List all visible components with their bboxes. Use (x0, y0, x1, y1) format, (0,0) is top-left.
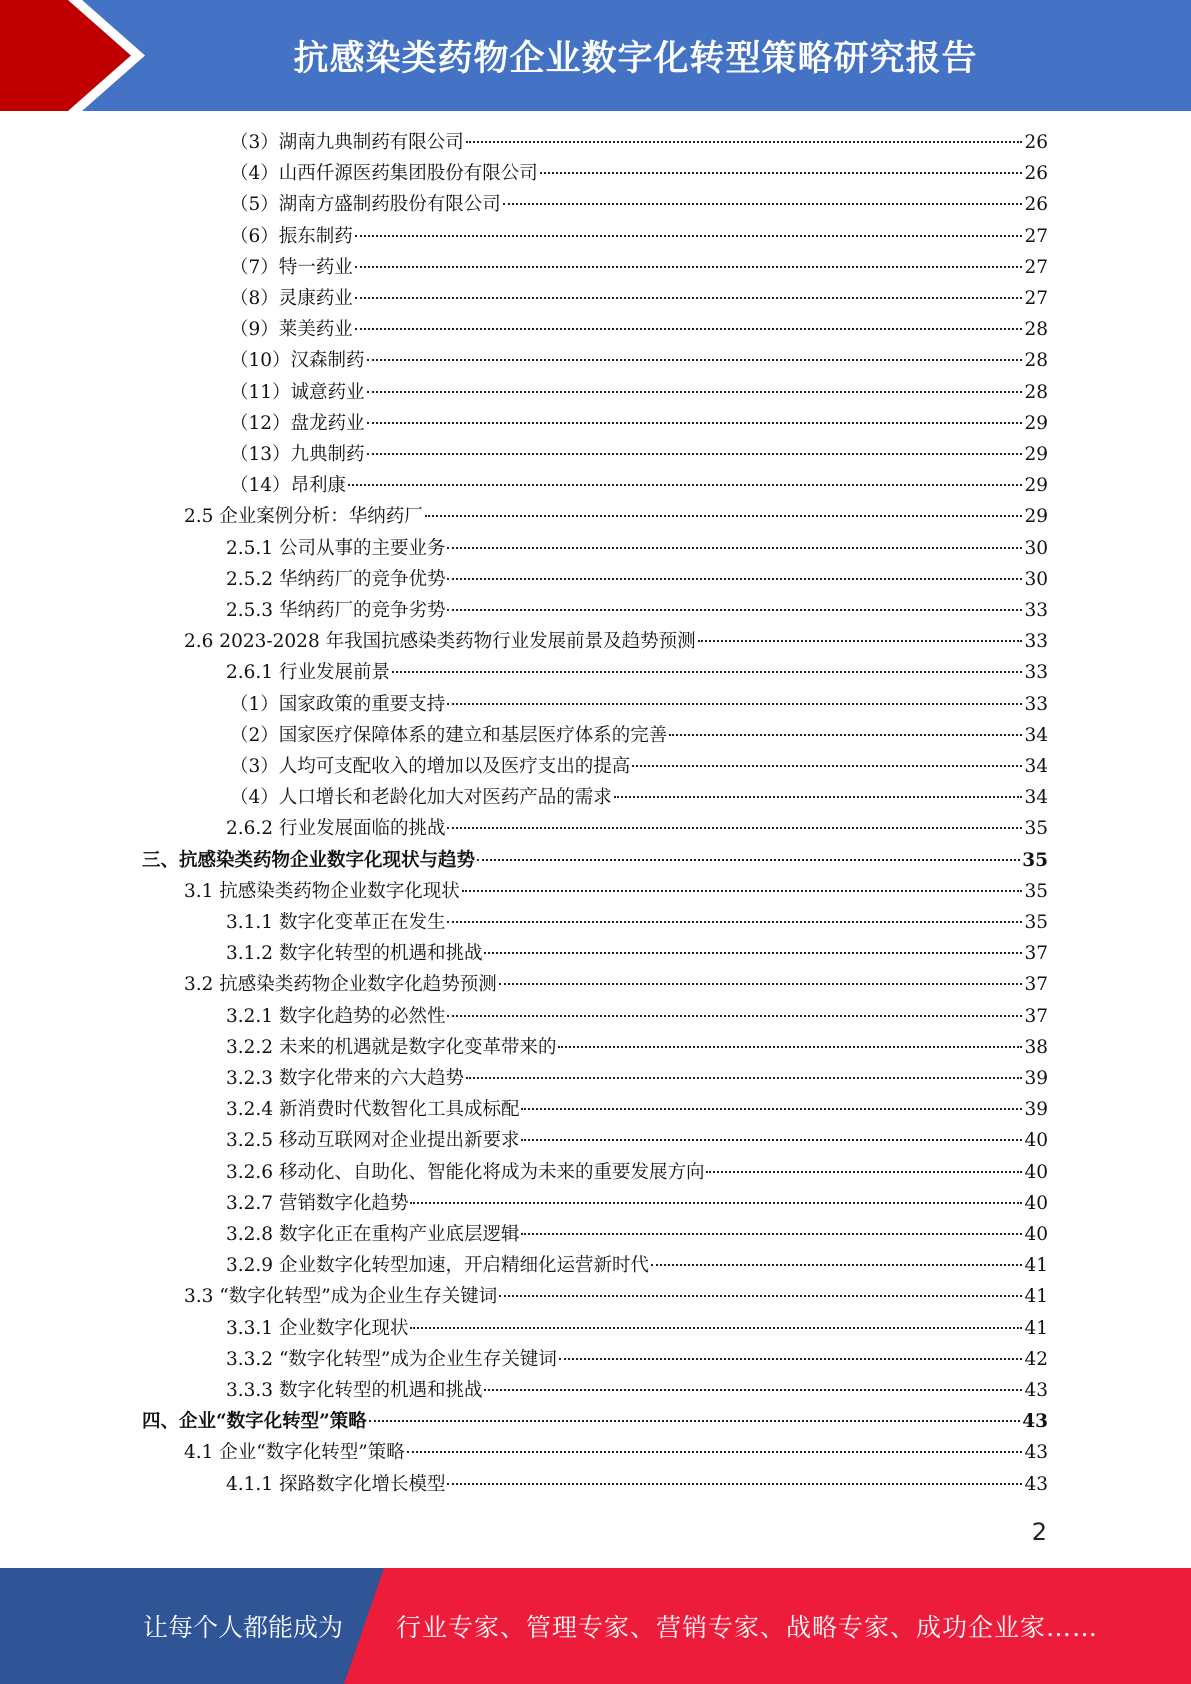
toc-entry[interactable] (184, 1437, 1048, 1468)
toc-entry-page: 34 (1024, 756, 1048, 777)
toc-entry-label: 3.2 抗感染类药物企业数字化趋势预测 (184, 974, 497, 996)
toc-entry[interactable] (230, 345, 1048, 376)
toc-entry[interactable] (226, 1188, 1048, 1219)
toc-entry-label: （3）人均可支配收入的增加以及医疗支出的提高 (230, 756, 631, 777)
toc-leader-dots (355, 266, 1023, 268)
toc-entry[interactable] (230, 252, 1048, 283)
toc-entry-page: 26 (1024, 163, 1048, 185)
toc-entry[interactable] (226, 1157, 1048, 1188)
toc-entry-label: （8）灵康药业 (230, 288, 353, 309)
toc-leader-dots (462, 890, 1023, 892)
toc-entry-page: 30 (1024, 568, 1048, 590)
toc-leader-dots (447, 578, 1022, 580)
toc-entry[interactable] (184, 969, 1048, 1000)
toc-leader-dots (521, 1108, 1022, 1110)
toc-entry-label: 4.1 企业“数字化转型”策略 (184, 1442, 405, 1464)
toc-entry-page: 43 (1024, 1380, 1048, 1401)
toc-entry-page: 35 (1022, 849, 1048, 871)
page-header (0, 0, 1191, 111)
toc-entry[interactable] (226, 1032, 1048, 1063)
toc-leader-dots (447, 547, 1022, 549)
toc-entry[interactable] (226, 1094, 1048, 1125)
toc-entry[interactable] (230, 158, 1048, 189)
toc-entry[interactable] (230, 377, 1048, 408)
toc-entry[interactable] (230, 314, 1048, 345)
toc-leader-dots (558, 1046, 1022, 1048)
toc-entry-page: 29 (1024, 475, 1048, 497)
toc-leader-dots (559, 1358, 1023, 1360)
toc-entry-page: 28 (1024, 350, 1048, 372)
toc-entry-page: 37 (1024, 974, 1048, 996)
toc-leader-dots (521, 1139, 1022, 1141)
toc-entry-label: 4.1.1 探路数字化增长模型 (226, 1473, 446, 1495)
toc-entry[interactable] (226, 1344, 1048, 1375)
toc-entry-page: 28 (1024, 319, 1048, 341)
toc-leader-dots (447, 827, 1022, 829)
toc-entry[interactable] (230, 720, 1048, 751)
toc-entry-page: 35 (1024, 818, 1048, 840)
toc-entry-label: （7）特一药业 (230, 256, 353, 278)
toc-entry[interactable] (230, 408, 1048, 439)
toc-entry-label: （11）诚意药业 (230, 381, 365, 403)
toc-entry[interactable] (184, 626, 1048, 657)
toc-entry-label: （6）振东制药 (230, 225, 353, 247)
toc-entry-page: 33 (1024, 600, 1048, 621)
toc-leader-dots (706, 1171, 1022, 1173)
toc-leader-dots (367, 359, 1023, 361)
toc-entry-label: 2.5 企业案例分析：华纳药厂 (184, 506, 423, 528)
toc-entry-label: 2.5.2 华纳药厂的竞争优势 (226, 568, 446, 590)
toc-entry-label: 3.3 “数字化转型”成为企业生存关键词 (184, 1286, 498, 1308)
toc-leader-dots (614, 796, 1023, 798)
toc-leader-dots (367, 391, 1023, 393)
toc-entry[interactable] (142, 1406, 1048, 1437)
toc-entry-label: 3.3.1 企业数字化现状 (226, 1317, 409, 1339)
toc-entry-page: 42 (1024, 1348, 1048, 1370)
toc-entry-label: 3.2.7 营销数字化趋势 (226, 1192, 409, 1214)
toc-entry[interactable] (230, 782, 1048, 813)
toc-leader-dots (369, 1420, 1020, 1422)
toc-entry[interactable] (184, 1281, 1048, 1312)
toc-entry-label: （1）国家政策的重要支持 (230, 693, 446, 715)
toc-entry-label: （4）山西仟源医药集团股份有限公司 (230, 163, 538, 185)
toc-leader-dots (651, 1264, 1022, 1266)
toc-leader-dots (499, 1295, 1022, 1297)
toc-entry-page: 33 (1024, 662, 1048, 684)
toc-entry-page: 40 (1024, 1224, 1048, 1245)
toc-leader-dots (466, 1077, 1022, 1079)
toc-entry-page: 33 (1024, 693, 1048, 715)
toc-entry-label: 3.2.6 移动化、自助化、智能化将成为未来的重要发展方向 (226, 1161, 705, 1183)
toc-leader-dots (698, 640, 1023, 642)
toc-entry[interactable] (226, 813, 1048, 844)
toc-entry-page: 27 (1024, 288, 1048, 309)
toc-entry-label: （10）汉森制药 (230, 350, 365, 372)
toc-leader-dots (669, 734, 1022, 736)
toc-entry-label: 3.2.1 数字化趋势的必然性 (226, 1005, 446, 1027)
toc-entry-label: 四、企业“数字化转型”策略 (142, 1411, 367, 1433)
toc-entry[interactable] (226, 533, 1048, 564)
toc-entry-page: 41 (1024, 1255, 1048, 1277)
toc-entry[interactable] (226, 1313, 1048, 1344)
footer-slogan-right: 行业专家、管理专家、营销专家、战略专家、成功企业家…… (396, 1613, 1099, 1642)
chevron-arrow-decoration (0, 0, 160, 111)
toc-entry-label: 2.6.2 行业发展面临的挑战 (226, 818, 446, 840)
toc-leader-dots (484, 952, 1022, 954)
page-footer (0, 1568, 1191, 1684)
toc-entry-page: 41 (1024, 1317, 1048, 1339)
toc-leader-dots (367, 453, 1023, 455)
toc-entry[interactable] (142, 845, 1048, 876)
toc-entry-label: 2.5.1 公司从事的主要业务 (226, 537, 446, 559)
toc-entry-page: 35 (1024, 912, 1048, 933)
toc-entry[interactable] (226, 1469, 1048, 1500)
toc-leader-dots (499, 983, 1023, 985)
toc-leader-dots (466, 141, 1023, 143)
toc-entry[interactable] (226, 595, 1048, 626)
toc-entry-label: 3.2.2 未来的机遇就是数字化变革带来的 (226, 1036, 557, 1058)
toc-entry-page: 27 (1024, 225, 1048, 247)
toc-entry-page: 27 (1024, 256, 1048, 278)
toc-entry-label: 三、抗感染类药物企业数字化现状与趋势 (142, 849, 476, 871)
toc-entry[interactable] (230, 221, 1048, 252)
toc-leader-dots (392, 671, 1022, 673)
toc-entry-page: 34 (1024, 787, 1048, 809)
toc-leader-dots (355, 235, 1023, 237)
toc-entry-label: 3.1.2 数字化转型的机遇和挑战 (226, 943, 483, 965)
toc-leader-dots (447, 921, 1022, 923)
toc-entry-page: 29 (1024, 412, 1048, 434)
toc-entry-page: 39 (1024, 1068, 1048, 1089)
toc-entry-label: 3.1 抗感染类药物企业数字化现状 (184, 880, 460, 902)
toc-entry-label: 3.2.9 企业数字化转型加速，开启精细化运营新时代 (226, 1255, 649, 1277)
toc-entry-label: 3.2.3 数字化带来的六大趋势 (226, 1068, 464, 1089)
toc-entry[interactable] (226, 1250, 1048, 1281)
toc-leader-dots (484, 1389, 1022, 1391)
toc-leader-dots (447, 609, 1022, 611)
toc-entry[interactable] (230, 189, 1048, 220)
toc-entry-page: 33 (1024, 631, 1048, 653)
toc-leader-dots (407, 1451, 1023, 1453)
toc-entry-label: （2）国家医疗保障体系的建立和基层医疗体系的完善 (230, 724, 668, 746)
toc-entry-page: 26 (1024, 132, 1048, 153)
footer-slogan-left: 让每个人都能成为 (143, 1613, 344, 1642)
toc-entry-label: （12）盘龙药业 (230, 412, 365, 434)
toc-leader-dots (410, 1202, 1022, 1204)
toc-leader-dots (447, 1015, 1022, 1017)
toc-entry-label: （13）九典制药 (230, 444, 365, 465)
toc-entry-label: （14）昂利康 (230, 475, 347, 497)
toc-leader-dots (447, 703, 1022, 705)
toc-entry-label: 3.2.5 移动互联网对企业提出新要求 (226, 1130, 520, 1152)
toc-entry[interactable] (226, 1063, 1048, 1094)
toc-leader-dots (355, 328, 1023, 330)
toc-leader-dots (521, 1233, 1022, 1235)
toc-entry-label: 3.2.8 数字化正在重构产业底层逻辑 (226, 1224, 520, 1245)
toc-entry-page: 28 (1024, 381, 1048, 403)
toc-entry-label: （9）莱美药业 (230, 319, 353, 341)
toc-entry-page: 29 (1024, 506, 1048, 528)
toc-entry[interactable] (226, 564, 1048, 595)
toc-entry-label: （3）湖南九典制药有限公司 (230, 132, 464, 153)
toc-entry-label: （4）人口增长和老龄化加大对医药产品的需求 (230, 787, 612, 809)
toc-entry-page: 39 (1024, 1099, 1048, 1121)
toc-entry-page: 37 (1024, 943, 1048, 965)
toc-entry[interactable] (226, 938, 1048, 969)
toc-entry-label: 2.5.3 华纳药厂的竞争劣势 (226, 600, 446, 621)
toc-entry-label: 3.1.1 数字化变革正在发生 (226, 912, 446, 933)
toc-entry[interactable] (230, 127, 1048, 158)
toc-entry[interactable] (226, 1125, 1048, 1156)
toc-entry-page: 43 (1024, 1473, 1048, 1495)
toc-entry-page: 40 (1024, 1192, 1048, 1214)
toc-leader-dots (632, 765, 1022, 767)
toc-leader-dots (477, 859, 1020, 861)
toc-leader-dots (410, 1327, 1022, 1329)
toc-leader-dots (367, 422, 1023, 424)
toc-entry-label: 2.6 2023-2028 年我国抗感染类药物行业发展前景及趋势预测 (184, 631, 696, 653)
toc-entry-label: 2.6.1 行业发展前景 (226, 662, 390, 684)
toc-entry-page: 40 (1024, 1161, 1048, 1183)
toc-leader-dots (355, 297, 1023, 299)
toc-entry[interactable] (226, 1219, 1048, 1250)
toc-leader-dots (447, 1483, 1022, 1485)
toc-entry[interactable] (230, 439, 1048, 470)
toc-entry-page: 29 (1024, 444, 1048, 465)
toc-entry-page: 43 (1024, 1442, 1048, 1464)
toc-entry-label: 3.3.2 “数字化转型”成为企业生存关键词 (226, 1348, 557, 1370)
toc-entry[interactable] (230, 689, 1048, 720)
toc-entry[interactable] (226, 1001, 1048, 1032)
toc-entry[interactable] (226, 657, 1048, 688)
toc-entry-page: 35 (1024, 880, 1048, 902)
toc-leader-dots (348, 484, 1022, 486)
toc-entry-page: 37 (1024, 1005, 1048, 1027)
toc-entry-label: 3.2.4 新消费时代数智化工具成标配 (226, 1099, 520, 1121)
toc-entry-page: 40 (1024, 1130, 1048, 1152)
toc-entry[interactable] (230, 470, 1048, 501)
toc-leader-dots (425, 515, 1023, 517)
toc-entry-page: 26 (1024, 194, 1048, 216)
toc-entry-page: 43 (1022, 1411, 1048, 1433)
toc-entry-label: （5）湖南方盛制药股份有限公司 (230, 194, 501, 216)
toc-leader-dots (540, 172, 1023, 174)
report-title: 抗感染类药物企业数字化转型策略研究报告 (293, 38, 978, 79)
page-number: 2 (1031, 1518, 1047, 1546)
toc-entry-page: 41 (1024, 1286, 1048, 1308)
toc-entry-label: 3.3.3 数字化转型的机遇和挑战 (226, 1380, 483, 1401)
toc-leader-dots (503, 203, 1023, 205)
toc-entry[interactable] (184, 501, 1048, 532)
toc-entry[interactable] (226, 1375, 1048, 1406)
toc-entry[interactable] (184, 876, 1048, 907)
toc-entry-page: 30 (1024, 537, 1048, 559)
toc-entry[interactable] (230, 283, 1048, 314)
toc-entry-page: 38 (1024, 1036, 1048, 1058)
toc-entry[interactable] (226, 907, 1048, 938)
toc-entry[interactable] (230, 751, 1048, 782)
toc-entry-page: 34 (1024, 724, 1048, 746)
